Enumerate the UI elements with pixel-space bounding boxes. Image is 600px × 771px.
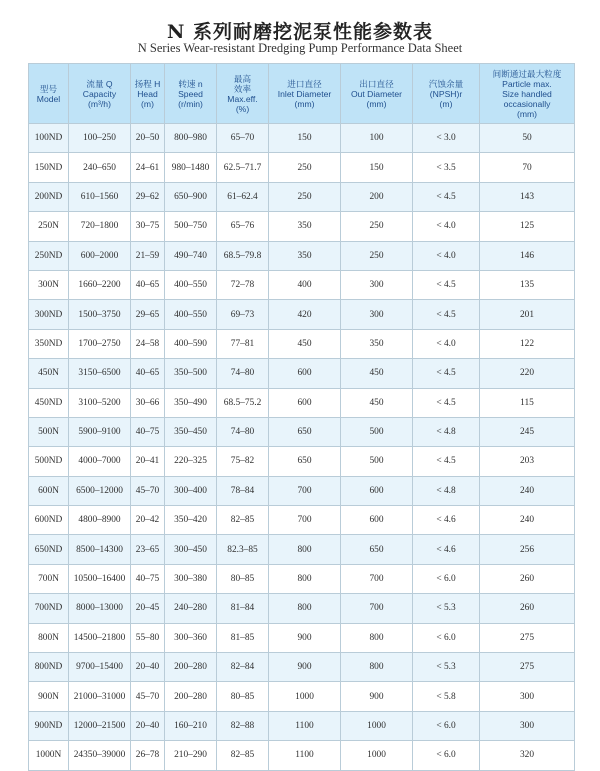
cell-capacity: 100–250: [69, 124, 131, 153]
cell-capacity: 1660–2200: [69, 270, 131, 299]
cell-particle-max-size: 203: [480, 447, 575, 476]
header-head: [131, 64, 165, 124]
cell-capacity: 6500–12000: [69, 476, 131, 505]
cell-head: 40–65: [131, 359, 165, 388]
table-row: [29, 359, 575, 388]
cell-out-diameter: 800: [341, 653, 413, 682]
cell-head: 55–80: [131, 623, 165, 652]
header-particle-max-size: [480, 64, 575, 124]
cell-particle-max-size: 275: [480, 623, 575, 652]
cell-max-efficiency: 74–80: [217, 359, 269, 388]
header-model: [29, 64, 69, 124]
header-line: (mm): [366, 98, 387, 109]
table-row: [29, 682, 575, 711]
cell-npsh: < 4.0: [413, 241, 480, 270]
table-row: [29, 711, 575, 740]
cell-out-diameter: 250: [341, 212, 413, 241]
cell-max-efficiency: 80–85: [217, 682, 269, 711]
cell-max-efficiency: 74–80: [217, 417, 269, 446]
cell-inlet-diameter: 650: [269, 447, 341, 476]
cell-particle-max-size: 220: [480, 359, 575, 388]
cell-model: 700N: [29, 564, 69, 593]
cell-npsh: < 4.0: [413, 212, 480, 241]
cell-head: 29–62: [131, 182, 165, 211]
cell-speed: 160–210: [165, 711, 217, 740]
cell-capacity: 24350–39000: [69, 741, 131, 770]
table-row: [29, 212, 575, 241]
header-inlet-diameter: [269, 64, 341, 124]
header-line: 出口直径: [359, 78, 394, 89]
cell-npsh: < 6.0: [413, 564, 480, 593]
cell-max-efficiency: 81–85: [217, 623, 269, 652]
header-line: 效率: [233, 83, 252, 94]
cell-max-efficiency: 81–84: [217, 594, 269, 623]
table-body: [29, 124, 575, 771]
cell-head: 20–40: [131, 711, 165, 740]
cell-speed: 300–380: [165, 564, 217, 593]
cell-npsh: < 4.5: [413, 447, 480, 476]
header-out-diameter: [341, 64, 413, 124]
cell-particle-max-size: 115: [480, 388, 575, 417]
cell-model: 900N: [29, 682, 69, 711]
cell-capacity: 3100–5200: [69, 388, 131, 417]
cell-head: 24–58: [131, 329, 165, 358]
cell-out-diameter: 700: [341, 594, 413, 623]
table-row: [29, 741, 575, 770]
cell-particle-max-size: 146: [480, 241, 575, 270]
cell-model: 600ND: [29, 506, 69, 535]
header-line: 流量 Q: [86, 78, 113, 89]
cell-max-efficiency: 78–84: [217, 476, 269, 505]
cell-out-diameter: 800: [341, 623, 413, 652]
cell-model: 250N: [29, 212, 69, 241]
cell-particle-max-size: 240: [480, 506, 575, 535]
cell-model: 650ND: [29, 535, 69, 564]
cell-particle-max-size: 320: [480, 741, 575, 770]
header-line: (m³/h): [88, 98, 111, 109]
cell-inlet-diameter: 1000: [269, 682, 341, 711]
table-row: [29, 564, 575, 593]
header-line: Speed: [178, 88, 203, 99]
header-speed: [165, 64, 217, 124]
header-line: Capacity: [82, 88, 117, 99]
table-row: [29, 270, 575, 299]
cell-inlet-diameter: 700: [269, 476, 341, 505]
header-npsh: [413, 64, 480, 124]
cell-head: 23–65: [131, 535, 165, 564]
cell-head: 30–66: [131, 388, 165, 417]
header-line: (mm): [294, 98, 315, 109]
cell-out-diameter: 100: [341, 124, 413, 153]
table-row: [29, 506, 575, 535]
cell-head: 45–70: [131, 682, 165, 711]
cell-out-diameter: 450: [341, 388, 413, 417]
cell-npsh: < 4.5: [413, 388, 480, 417]
cell-max-efficiency: 72–78: [217, 270, 269, 299]
cell-particle-max-size: 275: [480, 653, 575, 682]
cell-max-efficiency: 75–82: [217, 447, 269, 476]
cell-particle-max-size: 135: [480, 270, 575, 299]
cell-capacity: 14500–21800: [69, 623, 131, 652]
cell-model: 150ND: [29, 153, 69, 182]
cell-particle-max-size: 260: [480, 594, 575, 623]
cell-head: 40–65: [131, 270, 165, 299]
cell-inlet-diameter: 250: [269, 153, 341, 182]
cell-inlet-diameter: 900: [269, 653, 341, 682]
cell-out-diameter: 700: [341, 564, 413, 593]
cell-speed: 400–550: [165, 300, 217, 329]
cell-max-efficiency: 69–73: [217, 300, 269, 329]
header-line: Size handled: [502, 88, 552, 99]
cell-speed: 980–1480: [165, 153, 217, 182]
cell-inlet-diameter: 800: [269, 535, 341, 564]
cell-max-efficiency: 61–62.4: [217, 182, 269, 211]
cell-inlet-diameter: 1100: [269, 741, 341, 770]
header-line: 转速 n: [178, 78, 203, 89]
header-line: Out Diameter: [350, 88, 403, 99]
cell-capacity: 610–1560: [69, 182, 131, 211]
header-line: Model: [36, 93, 61, 104]
table-row: [29, 623, 575, 652]
cell-speed: 400–550: [165, 270, 217, 299]
cell-speed: 350–490: [165, 388, 217, 417]
title-chinese: N 系列耐磨挖泥泵性能参数表: [167, 21, 433, 43]
cell-speed: 300–400: [165, 476, 217, 505]
cell-particle-max-size: 143: [480, 182, 575, 211]
cell-model: 1000N: [29, 741, 69, 770]
cell-particle-max-size: 300: [480, 682, 575, 711]
cell-particle-max-size: 125: [480, 212, 575, 241]
cell-capacity: 8500–14300: [69, 535, 131, 564]
cell-out-diameter: 650: [341, 535, 413, 564]
cell-max-efficiency: 82–88: [217, 711, 269, 740]
cell-npsh: < 4.8: [413, 417, 480, 446]
cell-speed: 500–750: [165, 212, 217, 241]
cell-head: 40–75: [131, 417, 165, 446]
header-line: Head: [137, 88, 158, 99]
cell-capacity: 3150–6500: [69, 359, 131, 388]
cell-model: 500ND: [29, 447, 69, 476]
cell-head: 20–42: [131, 506, 165, 535]
cell-capacity: 12000–21500: [69, 711, 131, 740]
cell-npsh: < 4.5: [413, 300, 480, 329]
header-line: (mm): [516, 108, 538, 119]
cell-inlet-diameter: 700: [269, 506, 341, 535]
header-capacity: [69, 64, 131, 124]
cell-model: 600N: [29, 476, 69, 505]
cell-npsh: < 6.0: [413, 623, 480, 652]
cell-model: 250ND: [29, 241, 69, 270]
cell-particle-max-size: 300: [480, 711, 575, 740]
cell-inlet-diameter: 350: [269, 212, 341, 241]
table-row: [29, 535, 575, 564]
cell-inlet-diameter: 800: [269, 564, 341, 593]
cell-model: 450N: [29, 359, 69, 388]
performance-table: [28, 63, 575, 771]
cell-capacity: 4000–7000: [69, 447, 131, 476]
cell-speed: 350–500: [165, 359, 217, 388]
cell-head: 26–78: [131, 741, 165, 770]
cell-model: 500N: [29, 417, 69, 446]
cell-particle-max-size: 245: [480, 417, 575, 446]
cell-speed: 210–290: [165, 741, 217, 770]
cell-max-efficiency: 82–85: [217, 506, 269, 535]
table-row: [29, 476, 575, 505]
table-row: [29, 653, 575, 682]
cell-npsh: < 3.0: [413, 124, 480, 153]
table-row: [29, 300, 575, 329]
header-line: Max.eff.: [227, 93, 258, 104]
cell-max-efficiency: 82.3–85: [217, 535, 269, 564]
cell-npsh: < 4.0: [413, 329, 480, 358]
cell-speed: 200–280: [165, 653, 217, 682]
cell-inlet-diameter: 250: [269, 182, 341, 211]
cell-capacity: 720–1800: [69, 212, 131, 241]
cell-particle-max-size: 122: [480, 329, 575, 358]
cell-head: 24–61: [131, 153, 165, 182]
table-row: [29, 329, 575, 358]
cell-head: 20–40: [131, 653, 165, 682]
cell-inlet-diameter: 400: [269, 270, 341, 299]
cell-model: 100ND: [29, 124, 69, 153]
header-max-efficiency: [217, 64, 269, 124]
cell-inlet-diameter: 800: [269, 594, 341, 623]
cell-inlet-diameter: 150: [269, 124, 341, 153]
cell-npsh: < 4.6: [413, 535, 480, 564]
header-row: [29, 64, 575, 124]
cell-capacity: 1500–3750: [69, 300, 131, 329]
cell-speed: 300–450: [165, 535, 217, 564]
table-row: [29, 388, 575, 417]
header-line: 汽蚀余量: [428, 78, 464, 89]
cell-capacity: 5900–9100: [69, 417, 131, 446]
header-line: (m): [141, 98, 154, 109]
cell-out-diameter: 450: [341, 359, 413, 388]
table-row: [29, 241, 575, 270]
cell-capacity: 600–2000: [69, 241, 131, 270]
cell-npsh: < 4.6: [413, 506, 480, 535]
cell-out-diameter: 900: [341, 682, 413, 711]
cell-model: 700ND: [29, 594, 69, 623]
cell-speed: 200–280: [165, 682, 217, 711]
cell-head: 20–50: [131, 124, 165, 153]
header-line: 间断通过最大粒度: [492, 68, 562, 79]
cell-npsh: < 5.3: [413, 594, 480, 623]
cell-capacity: 10500–16400: [69, 564, 131, 593]
table-row: [29, 447, 575, 476]
cell-speed: 490–740: [165, 241, 217, 270]
cell-npsh: < 6.0: [413, 711, 480, 740]
cell-speed: 400–590: [165, 329, 217, 358]
cell-max-efficiency: 62.5–71.7: [217, 153, 269, 182]
cell-out-diameter: 350: [341, 329, 413, 358]
cell-capacity: 4800–8900: [69, 506, 131, 535]
cell-head: 29–65: [131, 300, 165, 329]
cell-out-diameter: 150: [341, 153, 413, 182]
cell-particle-max-size: 201: [480, 300, 575, 329]
cell-head: 20–45: [131, 594, 165, 623]
cell-inlet-diameter: 600: [269, 359, 341, 388]
cell-max-efficiency: 68.5–79.8: [217, 241, 269, 270]
cell-head: 20–41: [131, 447, 165, 476]
cell-out-diameter: 500: [341, 447, 413, 476]
cell-npsh: < 4.5: [413, 182, 480, 211]
cell-out-diameter: 500: [341, 417, 413, 446]
cell-npsh: < 4.5: [413, 270, 480, 299]
cell-speed: 350–450: [165, 417, 217, 446]
table-row: [29, 417, 575, 446]
cell-out-diameter: 200: [341, 182, 413, 211]
table-row: [29, 594, 575, 623]
cell-out-diameter: 250: [341, 241, 413, 270]
cell-npsh: < 4.8: [413, 476, 480, 505]
cell-max-efficiency: 80–85: [217, 564, 269, 593]
header-line: Particle max.: [502, 78, 552, 89]
cell-inlet-diameter: 650: [269, 417, 341, 446]
cell-head: 21–59: [131, 241, 165, 270]
cell-model: 300ND: [29, 300, 69, 329]
cell-model: 800N: [29, 623, 69, 652]
cell-out-diameter: 600: [341, 506, 413, 535]
cell-particle-max-size: 70: [480, 153, 575, 182]
cell-head: 45–70: [131, 476, 165, 505]
cell-out-diameter: 1000: [341, 711, 413, 740]
cell-speed: 220–325: [165, 447, 217, 476]
cell-npsh: < 4.5: [413, 359, 480, 388]
cell-speed: 300–360: [165, 623, 217, 652]
cell-speed: 650–900: [165, 182, 217, 211]
cell-model: 450ND: [29, 388, 69, 417]
title-english: N Series Wear-resistant Dredging Pump Performance Data Sheet: [137, 41, 463, 55]
cell-max-efficiency: 65–70: [217, 124, 269, 153]
header-line: 进口直径: [287, 78, 322, 89]
cell-speed: 350–420: [165, 506, 217, 535]
cell-npsh: < 5.3: [413, 653, 480, 682]
cell-model: 900ND: [29, 711, 69, 740]
table-row: [29, 153, 575, 182]
cell-max-efficiency: 82–84: [217, 653, 269, 682]
cell-npsh: < 3.5: [413, 153, 480, 182]
cell-max-efficiency: 68.5–75.2: [217, 388, 269, 417]
cell-particle-max-size: 260: [480, 564, 575, 593]
cell-inlet-diameter: 600: [269, 388, 341, 417]
cell-out-diameter: 300: [341, 270, 413, 299]
cell-out-diameter: 1000: [341, 741, 413, 770]
cell-model: 800ND: [29, 653, 69, 682]
cell-model: 350ND: [29, 329, 69, 358]
cell-particle-max-size: 50: [480, 124, 575, 153]
cell-npsh: < 5.8: [413, 682, 480, 711]
cell-speed: 800–980: [165, 124, 217, 153]
cell-max-efficiency: 65–76: [217, 212, 269, 241]
cell-head: 30–75: [131, 212, 165, 241]
cell-capacity: 9700–15400: [69, 653, 131, 682]
cell-inlet-diameter: 1100: [269, 711, 341, 740]
cell-capacity: 240–650: [69, 153, 131, 182]
cell-out-diameter: 300: [341, 300, 413, 329]
cell-inlet-diameter: 900: [269, 623, 341, 652]
cell-npsh: < 6.0: [413, 741, 480, 770]
cell-speed: 240–280: [165, 594, 217, 623]
cell-model: 200ND: [29, 182, 69, 211]
header-line: 最高: [233, 73, 252, 84]
table-row: [29, 182, 575, 211]
header-line: 型号: [39, 83, 58, 94]
cell-model: 300N: [29, 270, 69, 299]
cell-inlet-diameter: 450: [269, 329, 341, 358]
header-line: (NPSH)r: [429, 88, 463, 99]
cell-out-diameter: 600: [341, 476, 413, 505]
header-line: (r/min): [178, 98, 203, 109]
header-line: (m): [439, 98, 453, 109]
header-line: occasionally: [503, 98, 551, 109]
cell-max-efficiency: 82–85: [217, 741, 269, 770]
table-row: [29, 124, 575, 153]
cell-particle-max-size: 240: [480, 476, 575, 505]
cell-head: 40–75: [131, 564, 165, 593]
cell-inlet-diameter: 420: [269, 300, 341, 329]
cell-particle-max-size: 256: [480, 535, 575, 564]
cell-capacity: 8000–13000: [69, 594, 131, 623]
header-line: (%): [235, 103, 250, 114]
cell-capacity: 1700–2750: [69, 329, 131, 358]
header-line: Inlet Diameter: [277, 88, 332, 99]
cell-capacity: 21000–31000: [69, 682, 131, 711]
cell-inlet-diameter: 350: [269, 241, 341, 270]
header-line: 扬程 H: [134, 78, 161, 89]
cell-max-efficiency: 77–81: [217, 329, 269, 358]
